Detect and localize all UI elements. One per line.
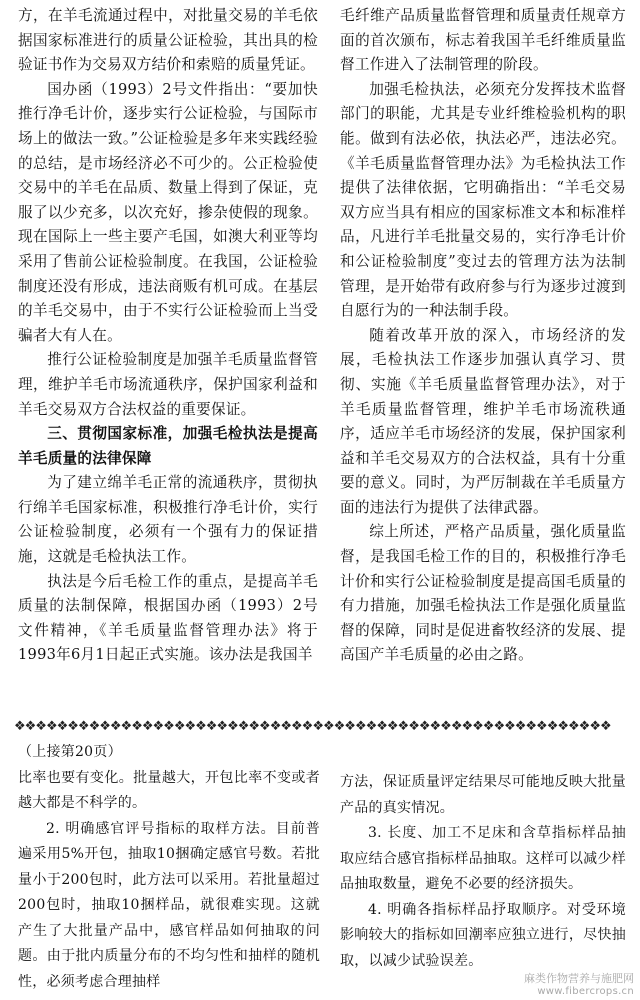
paragraph: 为了建立绵羊毛正常的流通秩序，贯彻执行绵羊毛国家标准，积极推行净毛计价，实行公证检验制度，必须有一个强有力的保证措施，这就是毛检执法工作。	[18, 474, 318, 566]
bottom-left-column	[18, 740, 320, 995]
paragraph: 4. 明确各指标样品抒取顺序。对受环境影响较大的指标如回潮率应独立进行，尽快抽取，以减少试验误差。	[340, 901, 626, 969]
paragraph: 3. 长度、加工不足床和含草指标样品抽取应结合感官指标样品抽取。这样可以减少样品抽取数量，避免不必要的经济损失。	[340, 825, 626, 892]
paragraph: 方法，保证质量评定结果尽可能地反映大批量产品的真实情况。	[340, 774, 626, 816]
paragraph: 国办函（1993）2号文件指出：“要加快推行净毛计价，逐步实行公证检验，与国际市场上的做法一致。”公证检验是多年来实践经验的总结，是市场经济必不可少的。公正检验使交易中的羊毛在品质、数量上得到了保证，克服了以少充多，以次充好，掺杂使假的现象。现在国际上一些主要产毛国，如澳大利亚等均采用了售前公证检验制度。在我国，公证检验制度还没有形成，违法商贩有机可成。在基层的羊毛交易中，由于不实行公证检验而上当受骗者大有人在。	[18, 80, 318, 344]
paragraph: 比率也要有变化。批量越大，开包比率不变或者越大都是不科学的。	[18, 769, 320, 811]
paragraph: 综上所述，严格产品质量，强化质量监督，是我国毛检工作的目的，积极推行净毛计价和实行公证检验制度是提高国毛质量的有力措施，加强毛检执法工作是强化质量监督的保障，同时是促进畜牧经济的发展、提高国产羊毛质量的必由之路。	[340, 523, 626, 664]
paragraph: 随着改革开放的深入，市场经济的发展，毛检执法工作逐步加强认真学习、贯彻、实施《羊毛质量监督管理办法》，对于羊毛质量监督管理，维护羊毛市场流秩通序，适应羊毛市场经济的发展，保护国家利益和羊毛交易双方的合法权益，具有十分重要的意义。同时，为严厉制裁在羊毛质量方面的违法行为提供了法律武器。	[340, 326, 626, 516]
top-left-column	[18, 4, 318, 668]
paragraph: 毛纤维产品质量监督管理和质量责任规章方面的首次颁布，标志着我国羊毛纤维质量监督工作进入了法制管理的阶段。	[340, 7, 626, 74]
watermark-url: www.fibercrops.cn	[537, 986, 634, 997]
paragraph: 执法是今后毛检工作的重点，是提高羊毛质量的法制保障，根据国办函（1993）2号文件精神，《羊毛质量监督管理办法》将于1993年6月1日起正式实施。该办法是我国羊	[18, 572, 318, 664]
paragraph: 推行公证检验制度是加强羊毛质量监督管理，维护羊毛市场流通秩序，保护国家利益和羊毛交易双方合法权益的重要保证。	[18, 351, 318, 418]
top-right-column	[340, 4, 626, 668]
watermark-text: 麻类作物营养与施肥网	[524, 972, 634, 985]
paragraph: 加强毛检执法，必须充分发挥技术监督部门的职能，尤其是专业纤维检验机构的职能。做到有法必依，执法必严，违法必究。《羊毛质量监督管理办法》为毛检执法工作提供了法律依据，它明确指出：“羊毛交易双方应当具有相应的国家标准文本和标准样品，凡进行羊毛批量交易的，实行净毛计价和公证检验制度”变过去的管理方法为法制管理，是开始带有政府参与行为逐步过渡到自愿行为的一种法制手段。	[340, 80, 626, 320]
continued-from-label: （上接第20页）	[18, 744, 122, 760]
paragraph: 方，在羊毛流通过程中，对批量交易的羊毛依据国家标准进行的质量公证检验，其出具的检验证书作为交易双方结价和索赔的质量凭证。	[18, 7, 318, 74]
bottom-right-column	[340, 770, 626, 974]
section-heading: 三、贯彻国家标准，加强毛检执法是提高羊毛质量的法律保障	[18, 425, 318, 467]
watermark	[464, 972, 634, 998]
paragraph: 2. 明确感官评号指标的取样方法。目前普遍采用5%开包，抽取10捆确定感官号数。若批量小于200包时，此方法可以采用。若批量超过200包时，抽取10捆样品，就很难实现。这就产生了大批量产品中，感官样品如何抽取的问题。由于批内质量分布的不均匀性和抽样的随机性，必须考虑合理抽样	[18, 820, 320, 990]
ornamental-divider: ❖❖❖❖❖❖❖❖❖❖❖❖❖❖❖❖❖❖❖❖❖❖❖❖❖❖❖❖❖❖❖❖❖❖❖❖❖❖❖❖❖❖❖❖❖❖❖❖❖❖❖❖❖❖❖❖	[14, 720, 611, 734]
